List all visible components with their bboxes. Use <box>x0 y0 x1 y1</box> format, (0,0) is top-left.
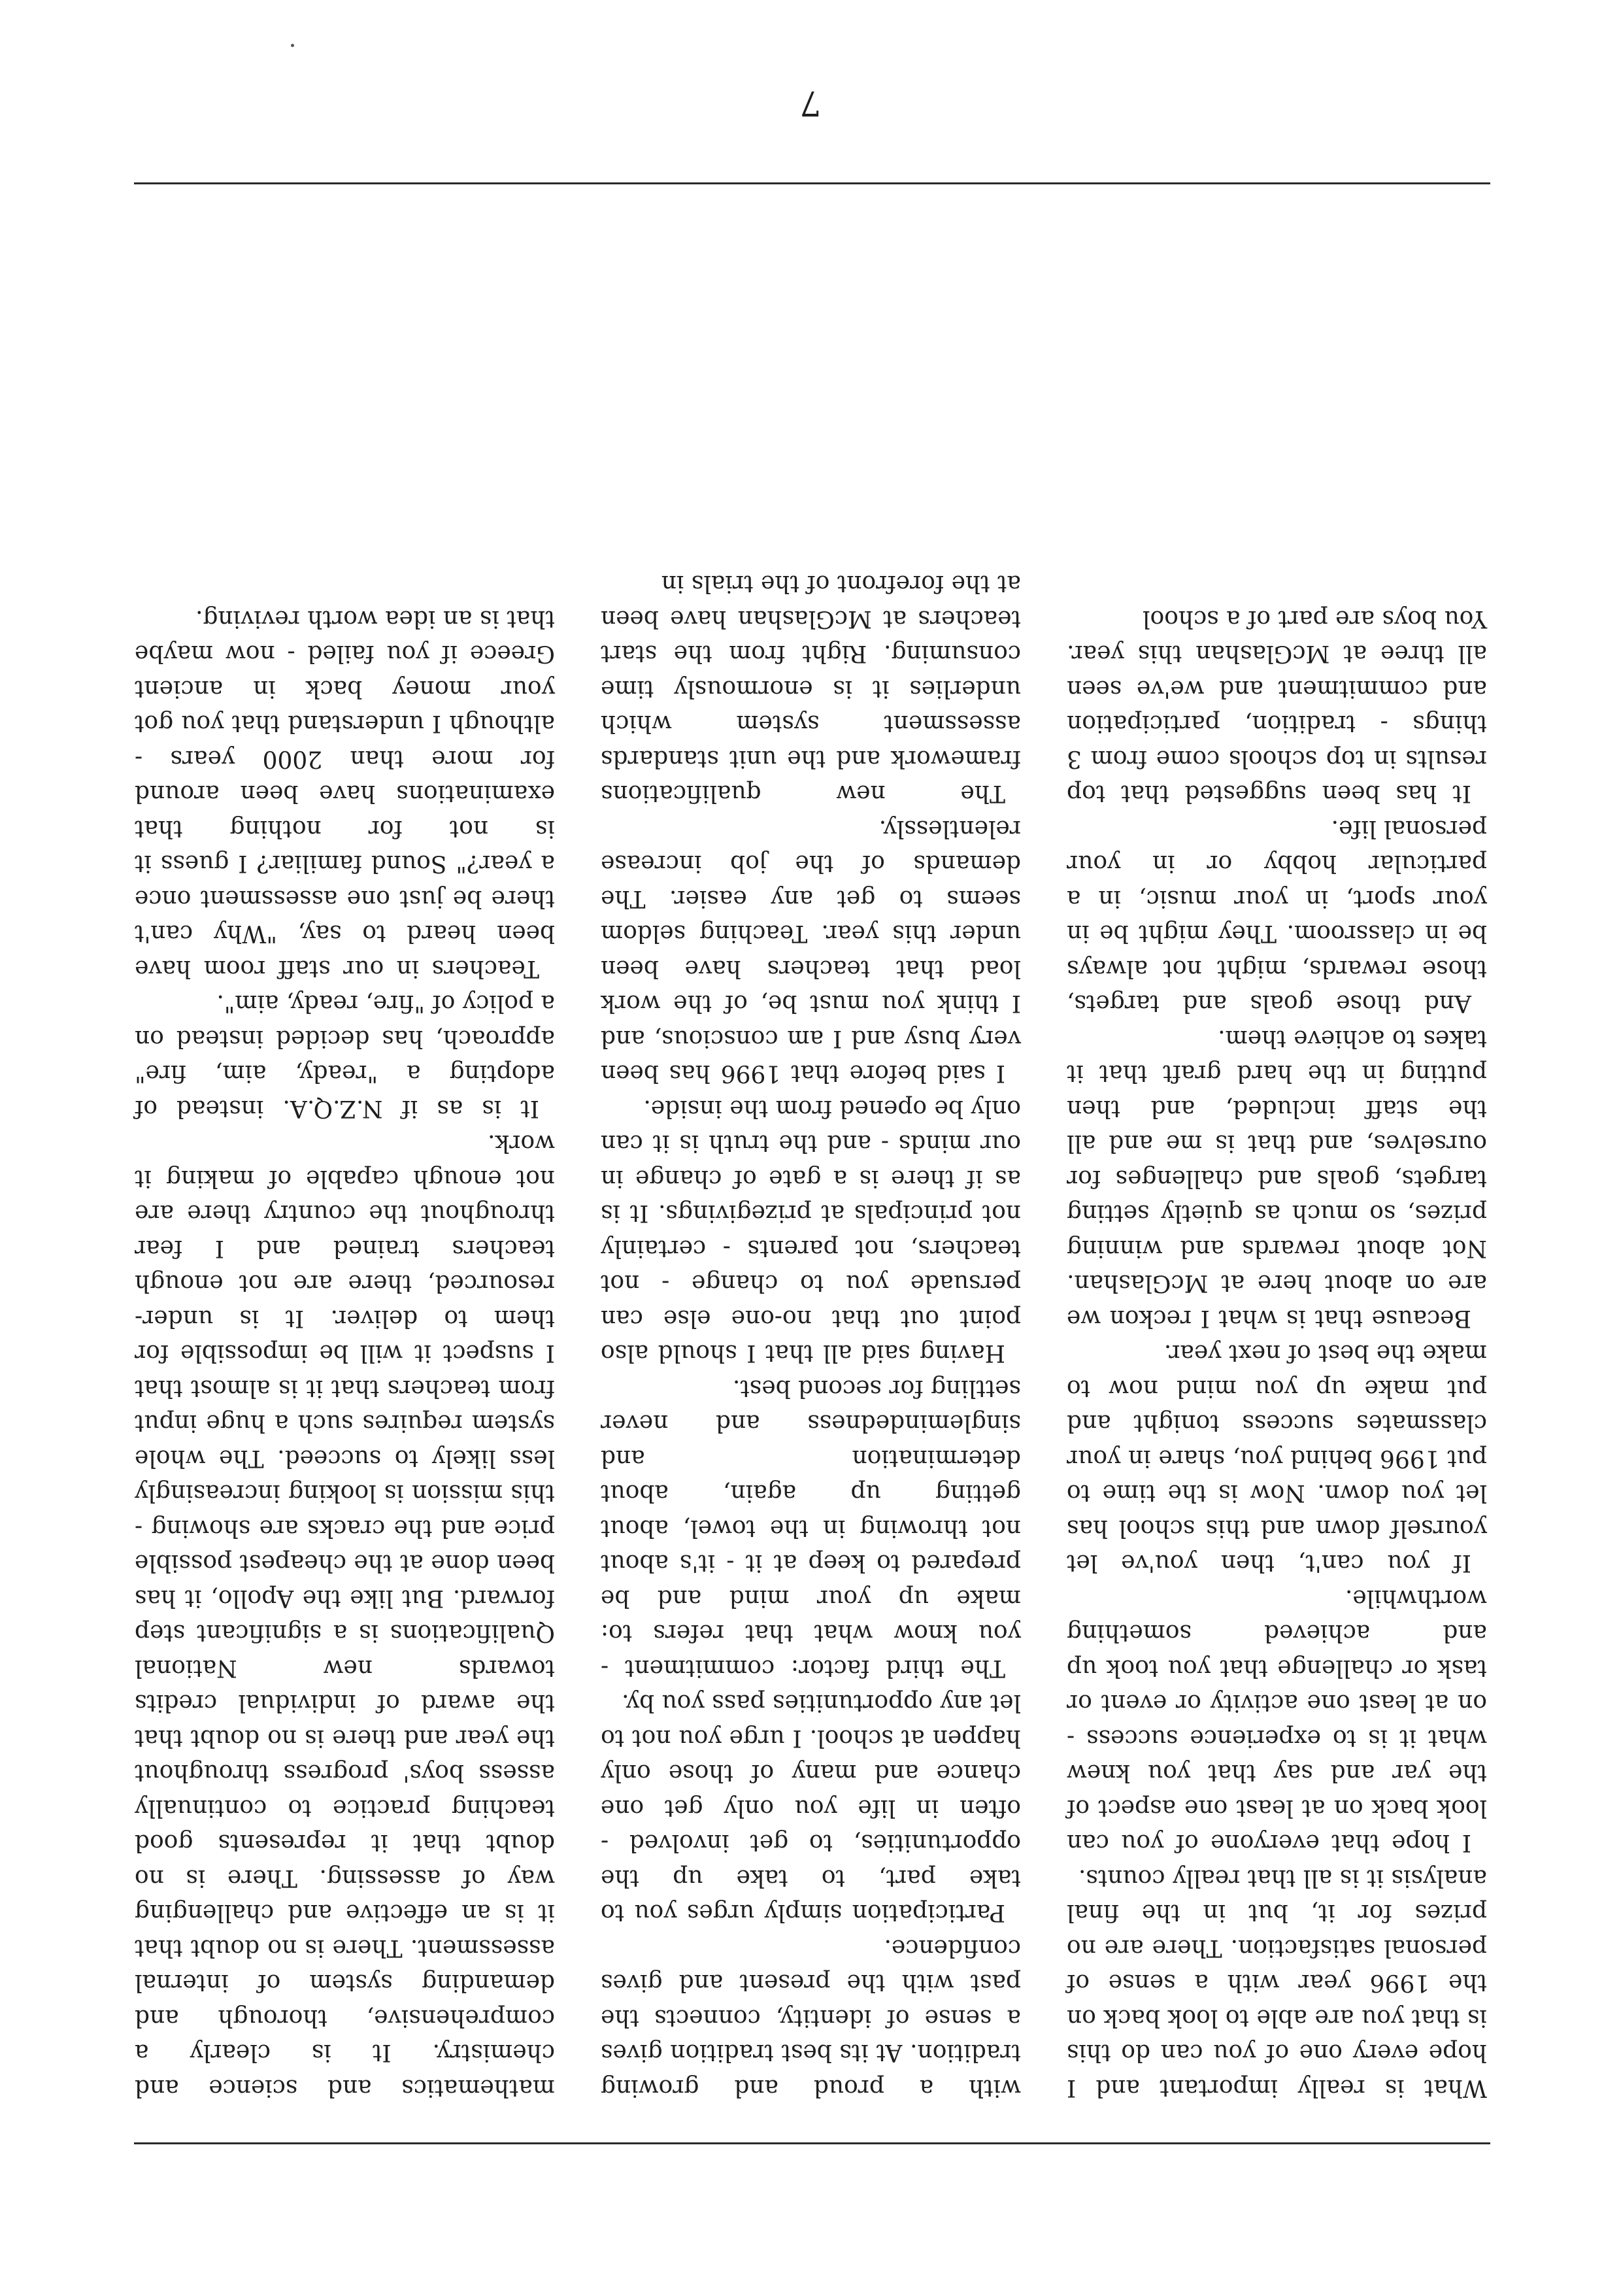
paragraph: It has been suggested that top results in top schools come from 3 things - tradition, participation and commitment and we've seen all three at McGlashan this year. You boys are part of a school <box>1067 605 1487 807</box>
column-1 <box>1067 566 1487 2105</box>
top-rule <box>134 2142 1490 2144</box>
paragraph: with a proud and growing tradition. At its best tradition gives a sense of identity, connects the past with the present and gives confidence. <box>601 1934 1021 2101</box>
paragraph: If you can't, then you've let yourself down and this school has let you down. Now is the time to put 1996 behind you, share in your classmates success tonight and put make up you mind now to make the best of next year. <box>1067 1340 1487 1577</box>
page-number: 7 <box>799 83 822 122</box>
paragraph: It is as if N.Z.Q.A. instead of adopting a "ready, aim, fire" approach, has decided instead on a policy of "fire, ready, aim". <box>135 990 555 1122</box>
paragraph: Because that is what I reckon we are on about here at McGlashan. Not about rewards and winning prizes, so much as quietly setting targets, goals and challenges for ourselves, and that is me and all the staff included, and then putting in the hard graft that it takes to achieve them. <box>1067 1025 1487 1332</box>
scan-speck <box>291 44 294 47</box>
paragraph: What is really important and I hope every one of you can do this is that you are able to look back on the 1996 year with a sense of personal satisfaction. There are no prizes for it, but in the final analysis it is all that really counts. <box>1067 1865 1487 2101</box>
paragraph: Having said all that I should also point out that no-one else can persuade you to change - not teachers, not parents - certainly not principals at prizegivings. It is as if there is a gate of change in our minds - and the truth is it can only be opened from the inside. <box>601 1095 1021 1367</box>
paragraph: mathematics and science and chemistry. It is clearly a comprehensive, thorough and demanding system of internal assessment. There is no doubt that it is an effective and challenging way of assessing. There is no doubt that it represents good teaching practice to continually assess boys' progress throughout the year and there is no doubt that the award of individual credits towards new National Qualifications is a significant step forward. But like the Apollo, it has been done at the cheapest possible price and the cracks are showing - this mission is looking increasingly less likely to succeed. The whole system requires such a huge input from teachers that it is almost that I suspect it will be impossible for them to deliver. It is under-resourced, there are not enough teachers trained and I fear throughout the country there are not enough capable of making it work. <box>135 1130 555 2101</box>
paragraph: I said before that 1996 has been very busy and I am conscious, and I think you must be, of the work load that teachers have been under this year. Teaching seldom seems to get any easier. The demands of the job increase relentlessly. <box>601 815 1021 1087</box>
bottom-rule <box>134 182 1490 184</box>
paragraph: The third factor: commitment - you know what that refers to: make up your mind and be prepared to keep at it - it's about not throwing in the towel, about getting up again, about determination and singlemindedness and never settling for second best. <box>601 1375 1021 1681</box>
paragraph: The new qualifications framework and the unit standards assessment system which underlies it is enormously time consuming. Right from the start teachers at McGlashan have been at the forefront of the trials in <box>601 570 1021 807</box>
paragraph: Teachers in our staff room have been heard to say, "Why can't there be just one assessment once a year?" Sound familiar? I guess it is not for nothing that examinations have been around for more than 2000 years - although I understand that you got your money back in ancient Greece if you failed - now maybe that is an idea worth reviving. <box>135 605 555 982</box>
column-3 <box>135 566 555 2105</box>
column-2 <box>601 566 1021 2105</box>
paragraph: Participation simply urges you to take part, to take up the opportunities, to get involved - often in life you only get one chance and many of those only happen at school. I urge you not to let any opportunities pass you by. <box>601 1689 1021 1927</box>
text-columns <box>134 566 1487 2105</box>
paragraph: And those goals and targets, those rewards, might not always be in classroom. They might be in your sport, in your music, in a particular hobby or in your personal life. <box>1067 815 1487 1017</box>
paragraph: I hope that everyone of you can look back on at least one aspect of the yar and say that you knew what it is to experience success - on at least one activity or event or task or challenge that you took up and achieved something worthwhile. <box>1067 1585 1487 1857</box>
